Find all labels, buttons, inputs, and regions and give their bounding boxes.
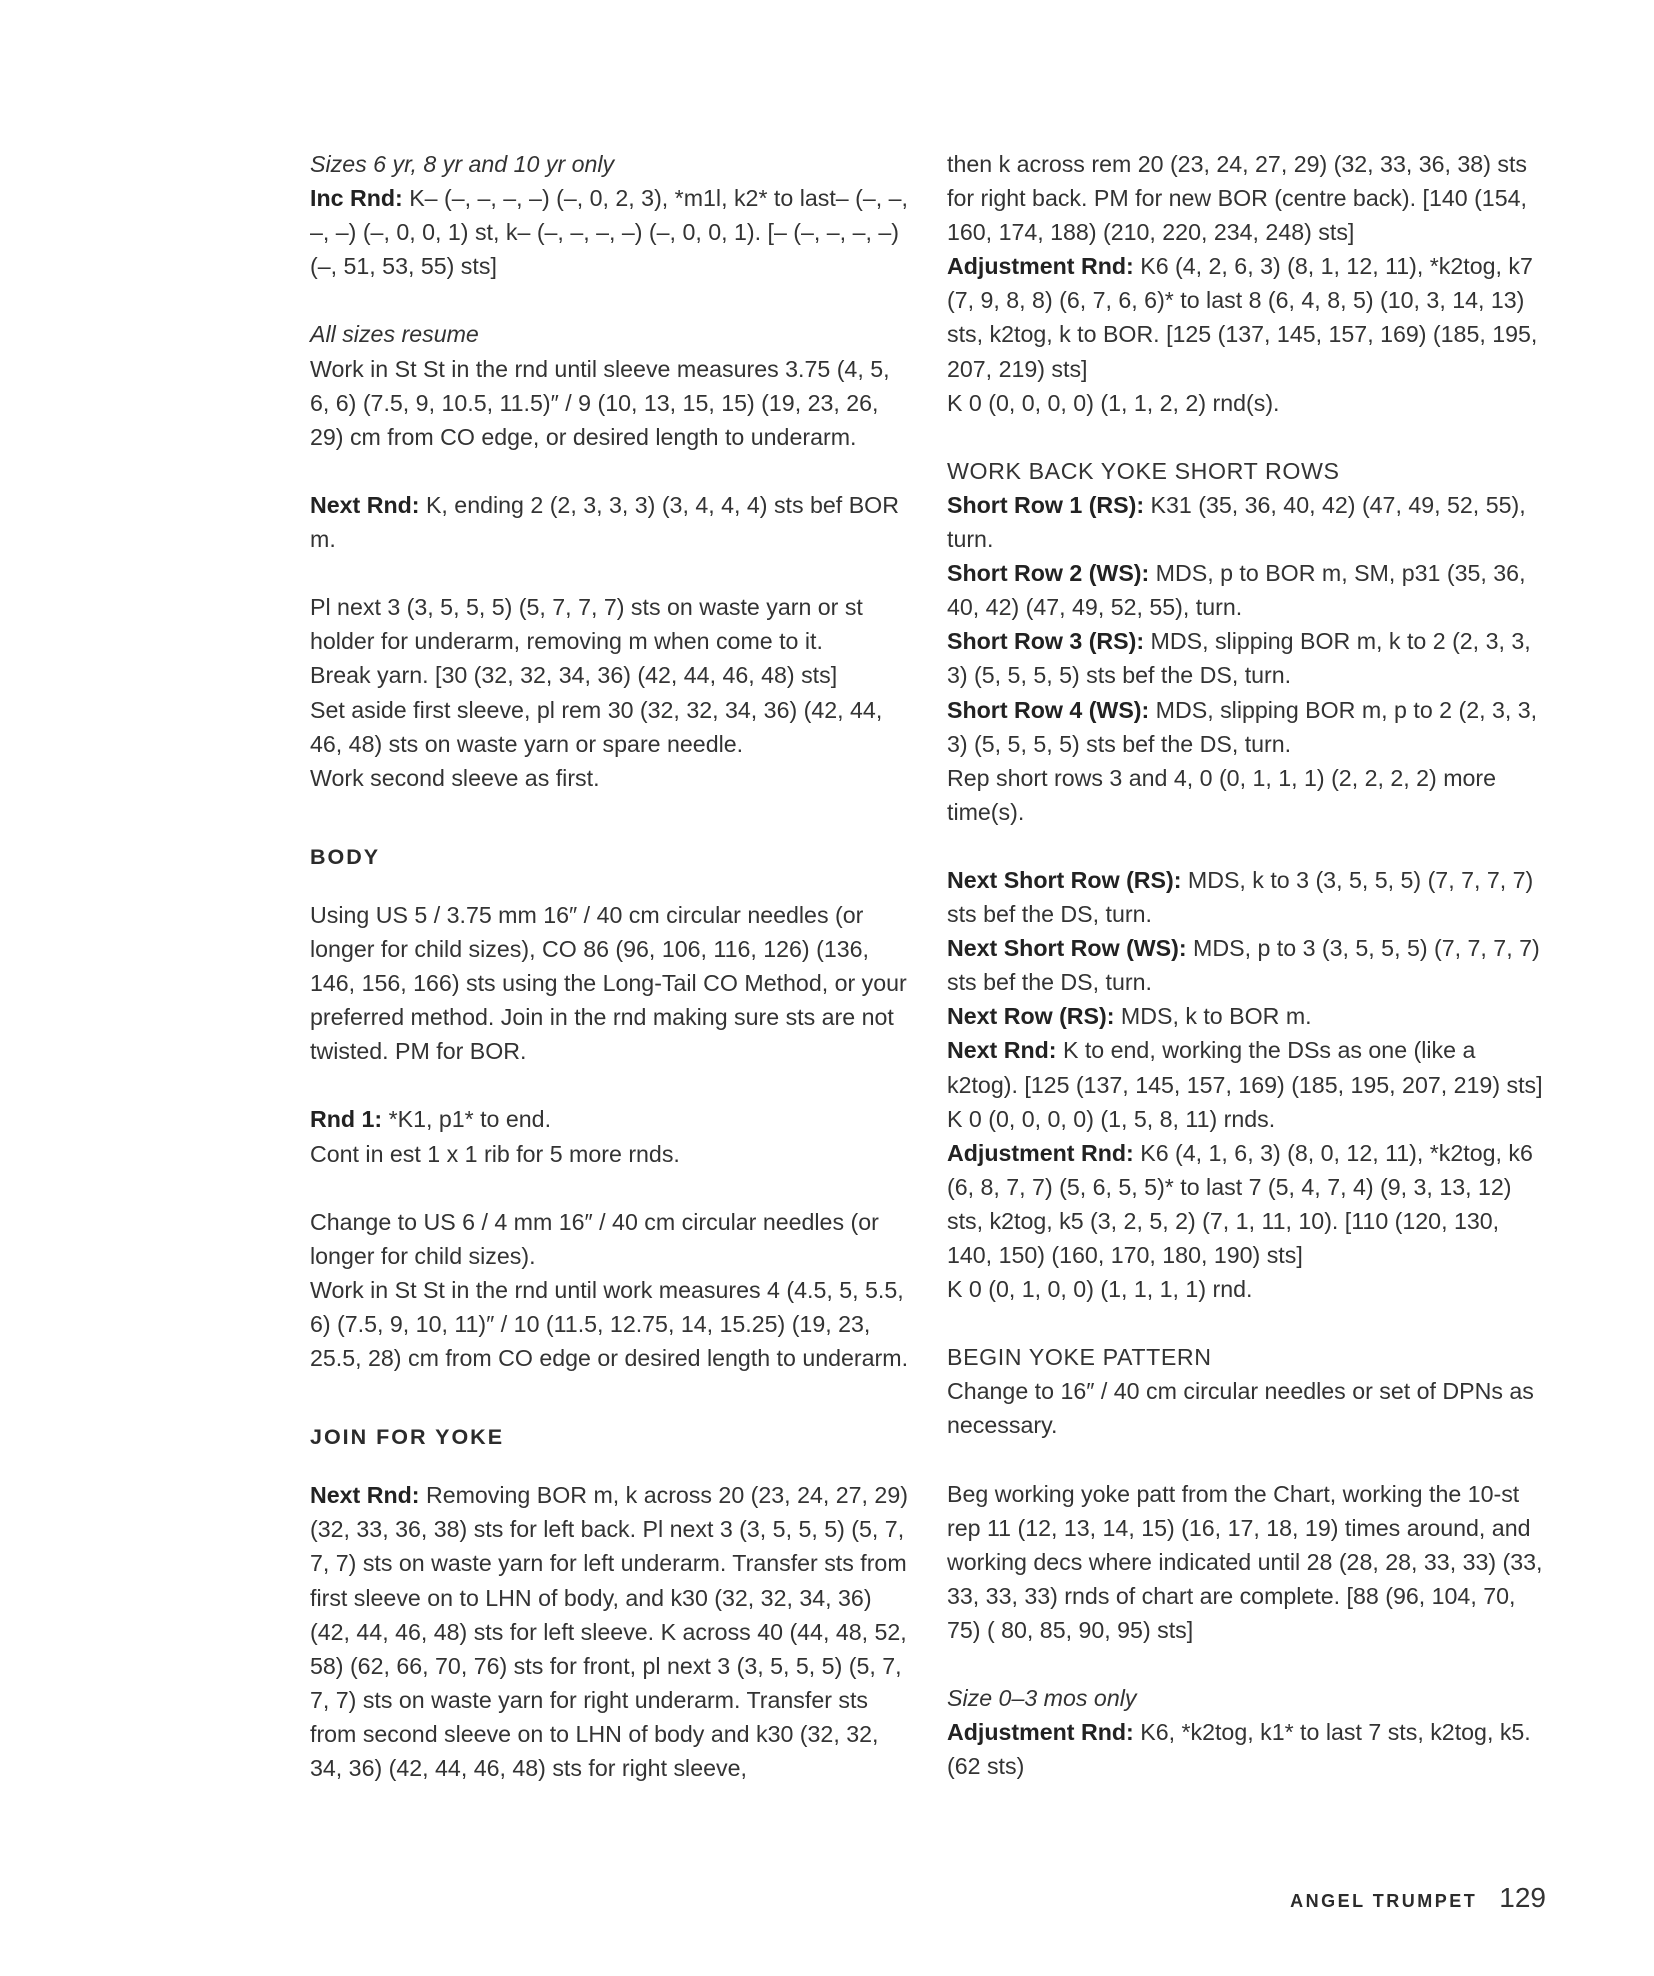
- right-column: [947, 147, 1547, 1784]
- body-heading: BODY: [310, 844, 381, 869]
- short-row-1: Short Row 1 (RS): K31 (35, 36, 40, 42) (47, 49, 52, 55), turn.: [947, 491, 1526, 553]
- yoke-change-needles-text: Change to 16″ / 40 cm circular needles or set of DPNs as necessary.: [947, 1378, 1534, 1439]
- short-row-2: Short Row 2 (WS): MDS, p to BOR m, SM, p31 (35, 36, 40, 42) (47, 49, 52, 55), turn.: [947, 560, 1526, 621]
- left-column: [310, 147, 910, 1785]
- k0-rounds-2: K 0 (0, 0, 0, 0) (1, 5, 8, 11) rnds.: [947, 1105, 1276, 1132]
- repeat-short-rows-text: Rep short rows 3 and 4, 0 (0, 1, 1, 1) (2, 2, 2, 2) more time(s).: [947, 764, 1497, 825]
- adjustment-rnd-1: Adjustment Rnd: K6 (4, 2, 6, 3) (8, 1, 12, 11), *k2tog, k7 (7, 9, 8, 8) (6, 7, 6, 6)* to last 8 (6, 4, 8, 5) (10, 3, 14, 13) sts, k2tog, k to BOR. [125 (137, 145, 157, 169) (185, 195, 207, 219) sts]: [947, 253, 1538, 382]
- begin-chart-text: Beg working yoke patt from the Chart, working the 10-st rep 11 (12, 13, 14, 15) (16, 17, 18, 19) times around, and working decs where indicated until 28 (28, 28, 33, 33) (33, 33, 33, 33) rnds of chart are complete. [88 (96, 104, 70, 75) ( 80, 85, 90, 95) sts]: [947, 1480, 1543, 1644]
- next-short-row-rs: Next Short Row (RS): MDS, k to 3 (3, 5, 5, 5) (7, 7, 7, 7) sts bef the DS, turn.: [947, 866, 1534, 928]
- next-rnd-dss: Next Rnd: K to end, working the DSs as one (like a k2tog). [125 (137, 145, 157, 169) (185, 195, 207, 219) sts]: [947, 1037, 1543, 1098]
- right-back-text: then k across rem 20 (23, 24, 27, 29) (32, 33, 36, 38) sts for right back. PM for new BOR (centre back). [140 (154, 160, 174, 188) (210, 220, 234, 248) sts]: [947, 151, 1527, 246]
- short-row-4: Short Row 4 (WS): MDS, slipping BOR m, p to 2 (2, 3, 3, 3) (5, 5, 5, 5) sts bef the DS, turn.: [947, 696, 1538, 757]
- place-underarm-text: Pl next 3 (3, 5, 5, 5) (5, 7, 7, 7) sts on waste yarn or st holder for underarm, removing m when come to it.: [310, 594, 863, 655]
- cont-rib-text: Cont in est 1 x 1 rib for 5 more rnds.: [310, 1140, 680, 1167]
- pattern-title: ANGEL TRUMPET: [1290, 1891, 1478, 1911]
- work-second-sleeve-text: Work second sleeve as first.: [310, 764, 600, 791]
- set-aside-text: Set aside first sleeve, pl rem 30 (32, 32, 34, 36) (42, 44, 46, 48) sts on waste yarn or spare needle.: [310, 696, 883, 757]
- break-yarn-text: Break yarn. [30 (32, 32, 34, 36) (42, 44, 46, 48) sts]: [310, 662, 838, 689]
- short-row-3: Short Row 3 (RS): MDS, slipping BOR m, k to 2 (2, 3, 3, 3) (5, 5, 5, 5) sts bef the DS, turn.: [947, 628, 1531, 689]
- adjustment-rnd-3: Adjustment Rnd: K6, *k2tog, k1* to last 7 sts, k2tog, k5. (62 sts): [947, 1719, 1531, 1780]
- all-sizes-subheading: All sizes resume: [310, 321, 479, 348]
- short-rows-heading: WORK BACK YOKE SHORT ROWS: [947, 457, 1340, 484]
- body-cast-on-text: Using US 5 / 3.75 mm 16″ / 40 cm circular needles (or longer for child sizes), CO 86 (96, 106, 116, 126) (136, 146, 156, 166) sts using the Long-Tail CO Method, or your preferred method. Join in the rnd making sure sts are not twisted. PM for BOR.: [310, 901, 907, 1065]
- join-next-rnd-instruction: Next Rnd: Removing BOR m, k across 20 (23, 24, 27, 29) (32, 33, 36, 38) sts for left back. Pl next 3 (3, 5, 5, 5) (5, 7, 7, 7) sts on waste yarn for left underarm. Transfer sts from first sleeve on to LHN of body, and k30 (32, 32, 34, 36) (42, 44, 46, 48) sts for left sleeve. K across 40 (44, 48, 52, 58) (62, 66, 70, 76) sts for front, pl next 3 (3, 5, 5, 5) (5, 7, 7, 7) sts on waste yarn for right underarm. Transfer sts from second sleeve on to LHN of body and k30 (32, 32, 34, 36) (42, 44, 46, 48) sts for right sleeve,: [310, 1482, 908, 1782]
- page-footer: [1290, 1882, 1546, 1914]
- k0-rounds-1: K 0 (0, 0, 0, 0) (1, 1, 2, 2) rnd(s).: [947, 389, 1280, 416]
- next-row-rs: Next Row (RS): MDS, k to BOR m.: [947, 1003, 1312, 1030]
- page-number: 129: [1499, 1882, 1546, 1913]
- next-rnd-instruction: Next Rnd: K, ending 2 (2, 3, 3, 3) (3, 4, 4, 4) sts bef BOR m.: [310, 491, 899, 553]
- sleeve-length-text: Work in St St in the rnd until sleeve measures 3.75 (4, 5, 6, 6) (7.5, 9, 10.5, 11.5)″ / 9 (10, 13, 15, 15) (19, 23, 26, 29) cm from CO edge, or desired length to underarm.: [310, 355, 890, 450]
- yoke-pattern-heading: BEGIN YOKE PATTERN: [947, 1344, 1212, 1371]
- join-for-yoke-heading: JOIN FOR YOKE: [310, 1425, 505, 1450]
- next-short-row-ws: Next Short Row (WS): MDS, p to 3 (3, 5, 5, 5) (7, 7, 7, 7) sts bef the DS, turn.: [947, 935, 1540, 996]
- change-needles-text: Change to US 6 / 4 mm 16″ / 40 cm circular needles (or longer for child sizes).: [310, 1208, 879, 1269]
- k0-rounds-3: K 0 (0, 1, 0, 0) (1, 1, 1, 1) rnd.: [947, 1276, 1253, 1303]
- adjustment-rnd-2: Adjustment Rnd: K6 (4, 1, 6, 3) (8, 0, 12, 11), *k2tog, k6 (6, 8, 7, 7) (5, 6, 5, 5)* to last 7 (5, 4, 7, 4) (9, 3, 13, 12) sts, k2tog, k5 (3, 2, 5, 2) (7, 1, 11, 10). [110 (120, 130, 140, 150) (160, 170, 180, 190) sts]: [947, 1139, 1533, 1268]
- body-length-text: Work in St St in the rnd until work measures 4 (4.5, 5, 5.5, 6) (7.5, 9, 10, 11)″ / 10 (11.5, 12.75, 14, 15.25) (19, 23, 25.5, 28) cm from CO edge or desired length to underarm.: [310, 1276, 909, 1372]
- sizes-6-10-subheading: Sizes 6 yr, 8 yr and 10 yr only: [310, 151, 615, 177]
- inc-rnd-instruction: Inc Rnd: K– (–, –, –, –) (–, 0, 2, 3), *m1l, k2* to last– (–, –, –, –) (–, 0, 0, 1) st, k– (–, –, –, –) (–, 0, 0, 1). [– (–, –, –, –) (–, 51, 53, 55) sts]: [310, 185, 908, 280]
- rnd1-instruction: Rnd 1: *K1, p1* to end.: [310, 1106, 552, 1133]
- size-0-3-subheading: Size 0–3 mos only: [947, 1685, 1137, 1712]
